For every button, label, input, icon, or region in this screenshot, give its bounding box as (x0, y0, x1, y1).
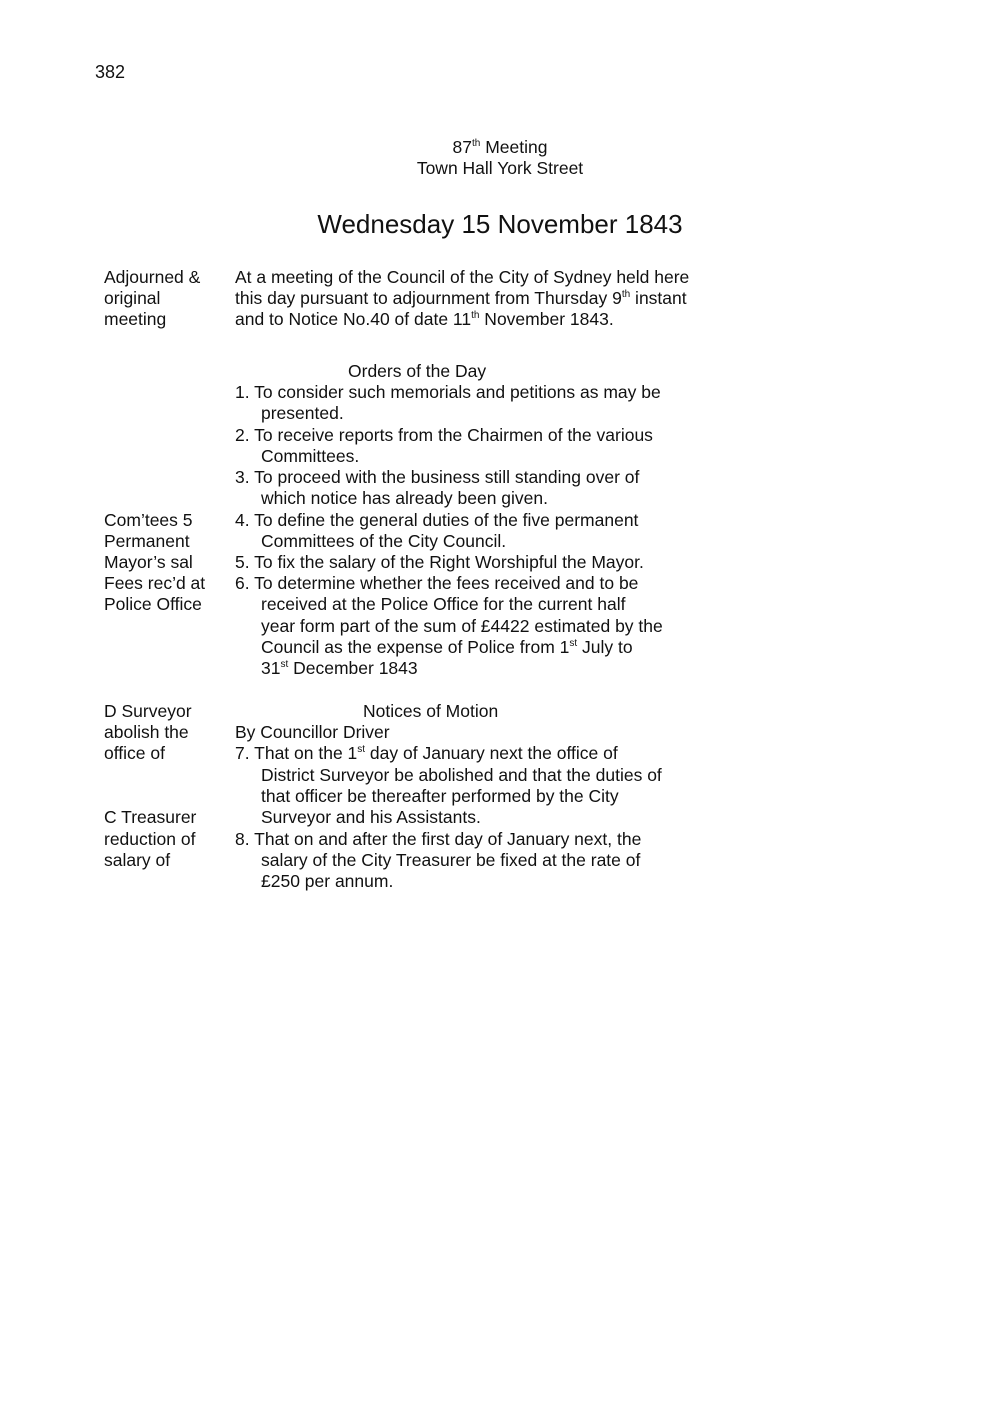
notice-item-8-cont-1: salary of the City Treasurer be fixed at the rate of (261, 850, 641, 870)
margin-note-fees-1: Fees rec’d at (104, 573, 206, 593)
order-item-1-cont: presented. (261, 403, 344, 423)
margin-note-fees-2: Police Office (104, 594, 202, 614)
margin-note-adjourned-3: meeting (104, 309, 167, 329)
margin-note-treasurer-1: C Treasurer (104, 807, 197, 827)
meeting-location: Town Hall York Street (416, 158, 584, 178)
intro-line-1: At a meeting of the Council of the City of Sydney held here (235, 267, 690, 287)
meeting-word: Meeting (485, 137, 548, 157)
order-item-4: 4. To define the general duties of the five permanent (235, 510, 639, 530)
margin-note-surveyor-1: D Surveyor (104, 701, 192, 721)
notices-heading: Notices of Motion (363, 701, 499, 721)
meeting-number: 87 (452, 137, 472, 157)
notice-item-7-cont-3: Surveyor and his Assistants. (261, 807, 481, 827)
margin-note-adjourned-2: original (104, 288, 161, 308)
margin-note-treasurer-3: salary of (104, 850, 171, 870)
notice-item-8-cont-2: £250 per annum. (261, 871, 394, 891)
order-item-6-cont-1: received at the Police Office for the current half (261, 594, 626, 614)
order-item-6-cont-2: year form part of the sum of £4422 estimated by the (261, 616, 663, 636)
orders-heading: Orders of the Day (348, 361, 487, 381)
order-item-2-cont: Committees. (261, 446, 360, 466)
meeting-date: Wednesday 15 November 1843 (317, 209, 683, 239)
order-item-6-cont-3: Council as the expense of Police from 1st July to (261, 637, 633, 657)
intro-line-2: this day pursuant to adjournment from Thursday 9th instant (235, 288, 687, 308)
order-item-6-cont-4: 31st December 1843 (261, 658, 418, 678)
margin-note-surveyor-2: abolish the (104, 722, 189, 742)
order-item-2: 2. To receive reports from the Chairmen of the various (235, 425, 653, 445)
order-item-3-cont: which notice has already been given. (261, 488, 548, 508)
order-item-3: 3. To proceed with the business still standing over of (235, 467, 640, 487)
order-item-5: 5. To fix the salary of the Right Worshipful the Mayor. (235, 552, 644, 572)
notice-item-7: 7. That on the 1st day of January next the office of (235, 743, 618, 763)
notice-item-7-cont-2: that officer be thereafter performed by the City (261, 786, 619, 806)
meeting-heading (0, 137, 1000, 158)
notice-item-7-cont-1: District Surveyor be abolished and that the duties of (261, 765, 662, 785)
notices-by: By Councillor Driver (235, 722, 390, 742)
margin-note-mayor: Mayor’s sal (104, 552, 193, 572)
margin-note-adjourned-1: Adjourned & (104, 267, 201, 287)
margin-note-surveyor-3: office of (104, 743, 165, 763)
intro-line-3: and to Notice No.40 of date 11th November 1843. (235, 309, 614, 329)
order-item-6: 6. To determine whether the fees received and to be (235, 573, 639, 593)
notice-item-8: 8. That on and after the first day of January next, the (235, 829, 642, 849)
meeting-number-suffix: th (471, 138, 481, 149)
page-number: 382 (95, 62, 126, 82)
margin-note-treasurer-2: reduction of (104, 829, 196, 849)
order-item-1: 1. To consider such memorials and petitions as may be (235, 382, 661, 402)
margin-note-committees-1: Com’tees 5 (104, 510, 193, 530)
order-item-4-cont: Committees of the City Council. (261, 531, 507, 551)
margin-note-committees-2: Permanent (104, 531, 190, 551)
